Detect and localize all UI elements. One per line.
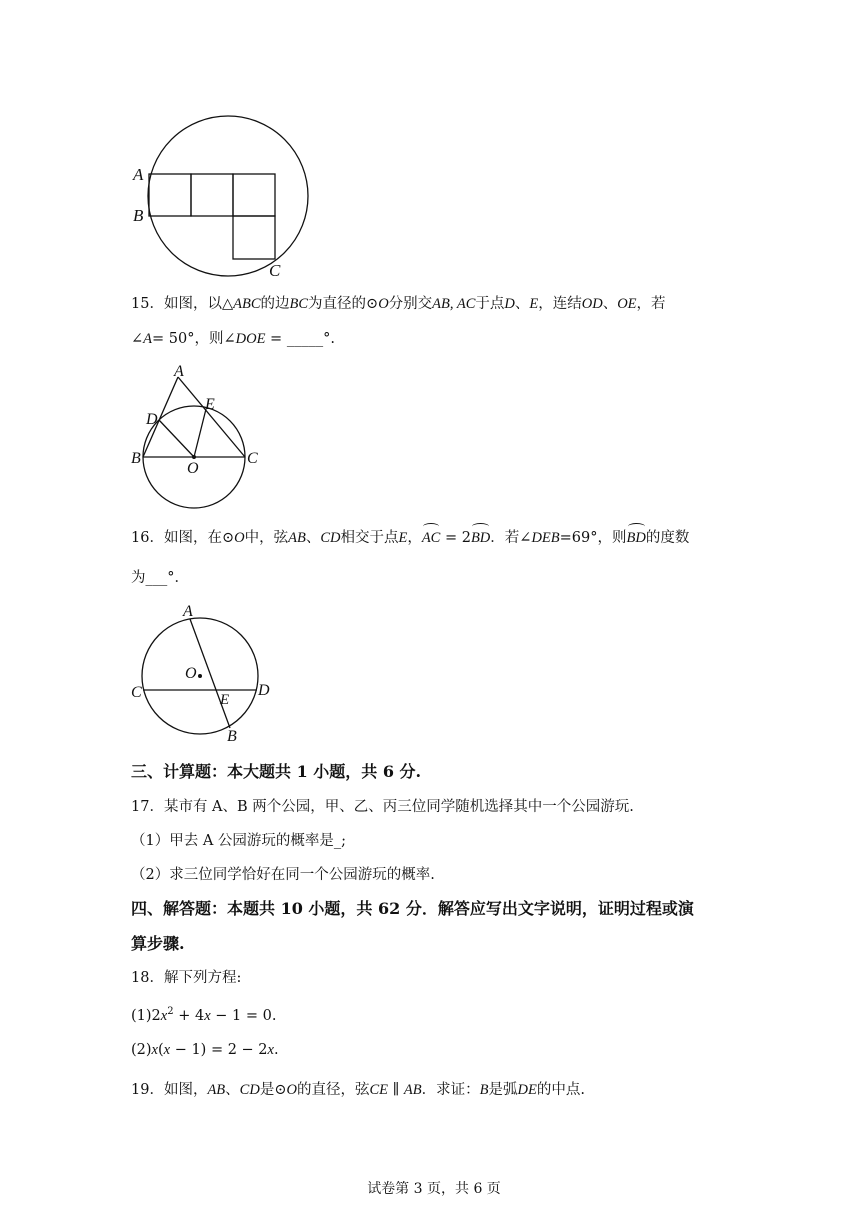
q15-number: 15． [131,296,164,312]
fig14-square-1 [149,174,191,216]
q19-text: 的中点. [536,1082,585,1098]
q16-number: 16． [131,530,164,546]
equation-term: 2 [151,1007,161,1024]
var-o: O [378,296,389,312]
fig16-circle [142,618,258,734]
var-doe: DOE [235,331,266,347]
fig16-label-d: D [258,682,270,699]
var-x: x [160,1007,168,1024]
var-o: O [234,530,245,546]
q15-text: 、 [514,296,530,312]
fig16-label-c: C [131,684,142,701]
var-x: x [151,1042,158,1058]
q19-line [131,1080,585,1100]
fig14-label-c: C [269,261,281,280]
q15-text: °. [323,331,335,347]
fig15-side-ab [143,377,178,457]
q16-text: 、 [305,530,321,546]
var-cd: CD [320,530,341,546]
q16-line1 [131,528,689,548]
arc-bd: BD [470,530,491,546]
arc-ac: AC [421,530,441,546]
var-de: DE [517,1082,537,1098]
q16-text: 相交于点 [340,530,399,546]
q15-text: = [265,331,287,347]
punctuation: . [273,1042,279,1058]
q15-text: 如图，以△ [163,296,234,312]
fig15-segment-oe [194,409,206,457]
q15-text: 、 [602,296,618,312]
q15-line2 [131,329,335,349]
fig16-chord-ab [190,619,230,728]
fig14-square-3 [233,174,275,216]
equation-term: + 4 [173,1007,205,1024]
q16-text: =69°，则 [559,530,627,546]
q18-stem: 18．解下列方程: [131,970,242,986]
var-d: D [504,296,515,312]
var-ab: AB [403,1082,422,1098]
q18-part-1 [131,1002,276,1026]
q16-text: 中，弦 [244,530,289,546]
parallel-symbol: ∥ [388,1082,404,1098]
fig15-label-a: A [174,363,184,380]
page-footer: 试卷第 3 页，共 6 页 [367,1181,501,1197]
q18-part-number: (2) [131,1042,152,1058]
q17-stem: 17．某市有 A、B 两个公园，甲、乙、丙三位同学随机选择其中一个公园游玩. [131,799,634,815]
q19-text: 、 [225,1082,240,1098]
arc-bd: BD [626,530,646,546]
fig14-circle [148,116,308,276]
fig15-label-b: B [131,450,141,467]
exponent: 2 [167,1006,174,1017]
q18-part-2 [131,1040,279,1060]
fig15-center-dot [192,455,196,459]
punctuation: . [271,1007,277,1024]
var-deb: DEB [531,530,560,546]
q15-text: 为直径的⊙ [308,296,379,312]
var-ce: CE [369,1082,388,1098]
q15-line1 [131,294,666,314]
q16-text: ．若∠ [490,530,532,546]
q17-part-2: （2）求三位同学恰好在同一个公园游玩的概率. [131,867,435,883]
q16-text: 的度数 [645,530,690,546]
q16-text: 如图，在⊙ [163,530,235,546]
var-ab: AB [288,530,306,546]
var-x: x [267,1042,274,1058]
q16-text: 为___°． [131,570,189,586]
q19-text: 是弧 [488,1082,518,1098]
fig15-circle [143,406,245,508]
q15-text: ，连结 [538,296,582,312]
var-abc: ABC [233,296,261,312]
q15-text: 于点 [475,296,505,312]
fig14-label-a: A [133,165,144,184]
q15-text: = 50°，则∠ [152,331,236,347]
equation-term: − 1 = 0 [210,1007,272,1024]
q15-text: 分别交 [388,296,433,312]
q18-part-number: (1) [131,1007,152,1024]
q15-text: 的边 [260,296,290,312]
fig16-label-b: B [227,728,237,745]
fig15-label-e: E [205,396,215,413]
section-3-title: 三、计算题：本大题共 1 小题，共 6 分. [131,762,422,781]
fig15-label-c: C [247,450,258,467]
q15-text: ，若 [636,296,666,312]
fig16-label-e: E [220,692,230,708]
var-x: x [204,1007,211,1024]
var-ab-ac: AB, AC [432,296,476,312]
q16-text: ， [407,530,422,546]
var-a: A [143,331,153,347]
section-4-title-line2: 算步骤. [131,934,185,953]
var-od: OD [581,296,603,312]
fig15-side-ac [178,377,245,457]
q16-text: = 2 [440,530,471,546]
equation-term: ( [157,1042,164,1058]
fig16-label-o: O [185,665,197,682]
fig14-square-2 [191,174,233,216]
var-e: E [529,296,539,312]
q19-text: ．求证： [421,1082,480,1098]
q19-number: 19． [131,1082,164,1098]
var-b: B [479,1082,489,1098]
q16-line2 [131,568,189,588]
equation-term: − 1) = 2 − 2 [170,1042,268,1058]
section-4-title-line1: 四、解答题：本题共 10 小题，共 62 分．解答应写出文字说明，证明过程或演 [131,899,694,918]
q15-text: ∠ [131,331,144,347]
var-ab: AB [207,1082,226,1098]
fig16-label-a: A [183,603,193,620]
q19-text: 如图， [163,1082,208,1098]
var-x: x [163,1042,171,1058]
fig15-label-d: D [146,411,158,428]
q17-part-1: （1）甲去 A 公园游玩的概率是_; [131,833,347,849]
var-e: E [398,530,408,546]
fig14-label-b: B [133,206,144,225]
fig15-segment-od [159,420,194,457]
var-o: O [286,1082,297,1098]
fig14-square-4 [233,216,275,259]
fig16-center-dot [198,674,202,678]
answer-blank: _____ [286,331,324,347]
var-oe: OE [617,296,637,312]
var-bc: BC [289,296,309,312]
var-cd: CD [239,1082,260,1098]
fig15-label-o: O [187,460,199,477]
q19-text: 的直径，弦 [296,1082,370,1098]
q19-text: 是⊙ [259,1082,287,1098]
